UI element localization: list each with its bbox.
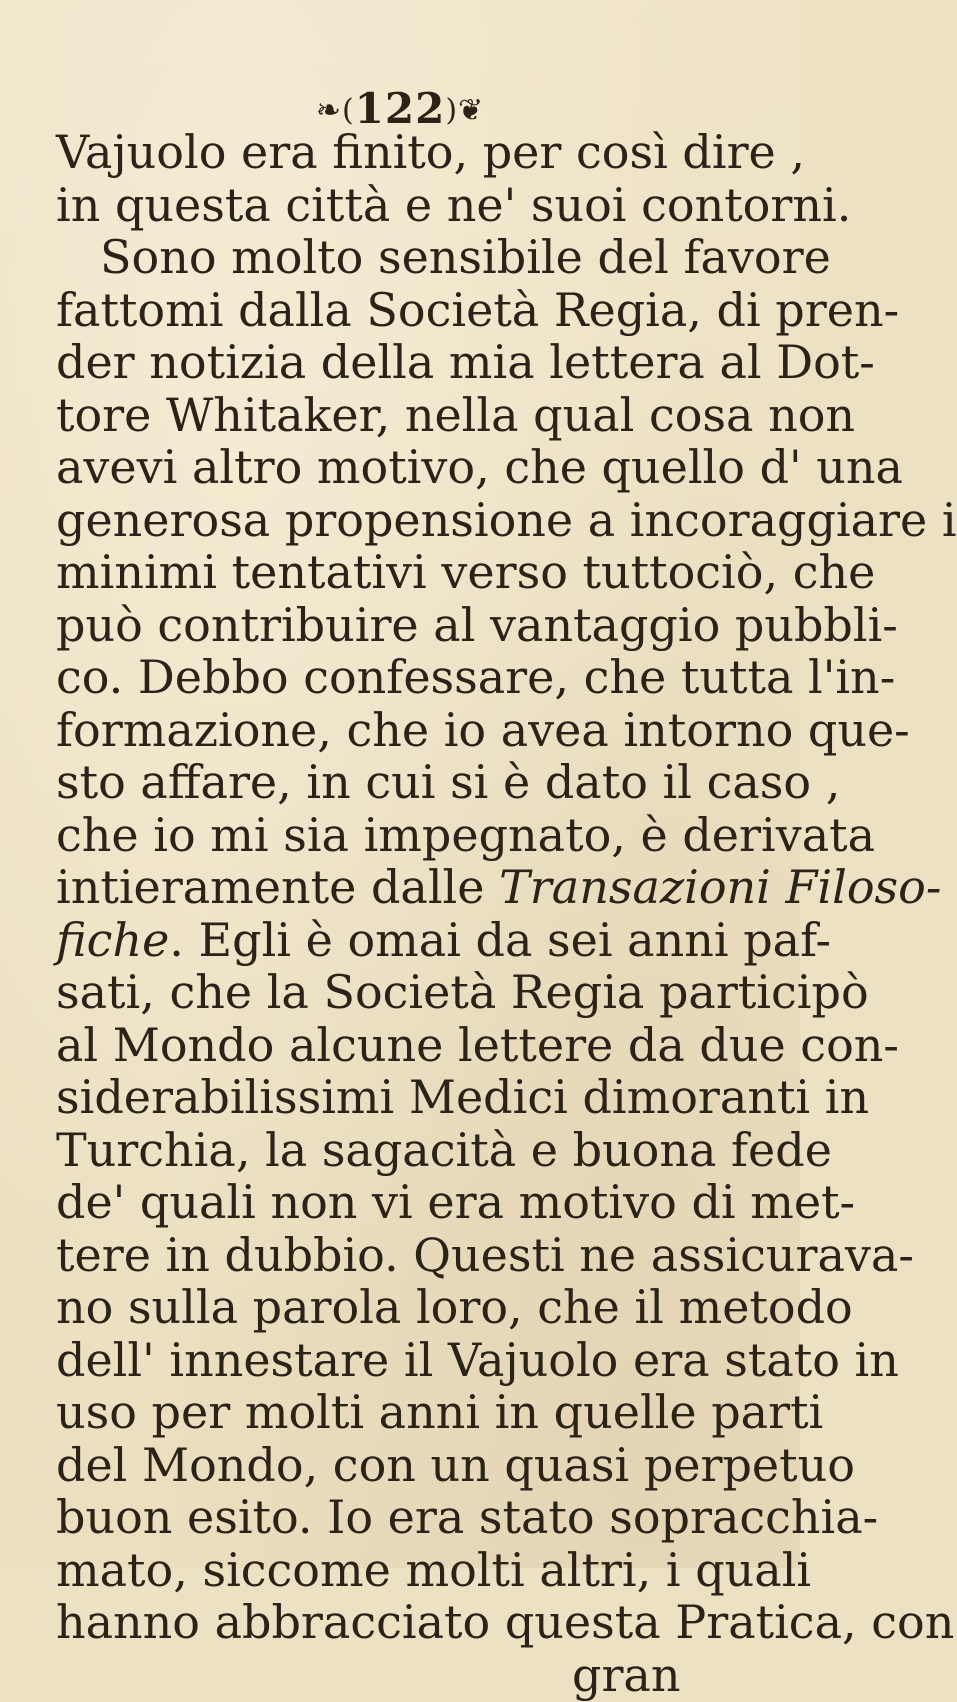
text-line: siderabilissimi Medici dimoranti in xyxy=(56,1070,870,1124)
running-header xyxy=(0,84,800,133)
italic-title: Transazioni Filoso- xyxy=(499,860,942,914)
text-line: generosa propensione a incoraggiare i xyxy=(56,492,957,547)
text-line: avevi altro motivo, che quello d' una xyxy=(56,440,903,494)
text-line: sto affare, in cui si è dato il caso , xyxy=(56,755,841,809)
text-line: Vajuolo era finito, per così dire , xyxy=(56,125,806,179)
text-line: Sono molto sensibile del favore xyxy=(100,230,831,284)
text-line: der notizia della mia lettera al Dot- xyxy=(56,335,875,389)
text-line: tere in dubbio. Questi ne assicurava- xyxy=(56,1227,914,1282)
text-line: dell' innestare il Vajuolo era stato in xyxy=(56,1332,899,1387)
text-line: de' quali non vi era motivo di met- xyxy=(56,1175,856,1229)
text-line: che io mi sia impegnato, è derivata xyxy=(56,807,876,862)
right-ornament: )❦ xyxy=(445,93,485,128)
text-line: in questa città e ne' suoi contorni. xyxy=(56,177,852,232)
text-line: minimi tentativi verso tuttociò, che xyxy=(56,545,876,599)
text-line: sati, che la Società Regia participò xyxy=(56,965,869,1019)
text-line: hanno abbracciato questa Pratica, con xyxy=(56,1595,955,1649)
italic-continuation: fiche xyxy=(56,912,170,967)
text-line: fattomi dalla Società Regia, di pren- xyxy=(56,282,900,337)
text-line: mato, siccome molti altri, i quali xyxy=(56,1542,812,1597)
text-line: no sulla parola loro, che il metodo xyxy=(56,1280,853,1334)
text-line: formazione, che io avea intorno que- xyxy=(56,702,910,757)
text-line xyxy=(56,912,831,967)
text-line: Turchia, la sagacità e buona fede xyxy=(56,1122,832,1177)
text-line: co. Debbo confessare, che tutta l'in- xyxy=(56,650,896,704)
catchword: gran xyxy=(572,1647,681,1702)
text-line: tore Whitaker, nella qual cosa non xyxy=(56,387,856,442)
text-line: buon esito. Io era stato sopracchia- xyxy=(56,1490,879,1544)
page-number: 122 xyxy=(354,84,446,133)
body-text xyxy=(56,125,957,1702)
left-ornament: ❧( xyxy=(315,93,355,128)
text-line-with-italic xyxy=(56,860,942,914)
text-line: può contribuire al vantaggio pubbli- xyxy=(56,597,898,652)
text-line: del Mondo, con un quasi perpetuo xyxy=(56,1437,855,1492)
text-segment: intieramente dalle xyxy=(56,860,485,914)
text-line: al Mondo alcune lettere da due con- xyxy=(56,1017,899,1072)
text-line: uso per molti anni in quelle parti xyxy=(56,1385,824,1439)
text-segment: . Egli è omai da sei anni paf- xyxy=(169,912,831,967)
